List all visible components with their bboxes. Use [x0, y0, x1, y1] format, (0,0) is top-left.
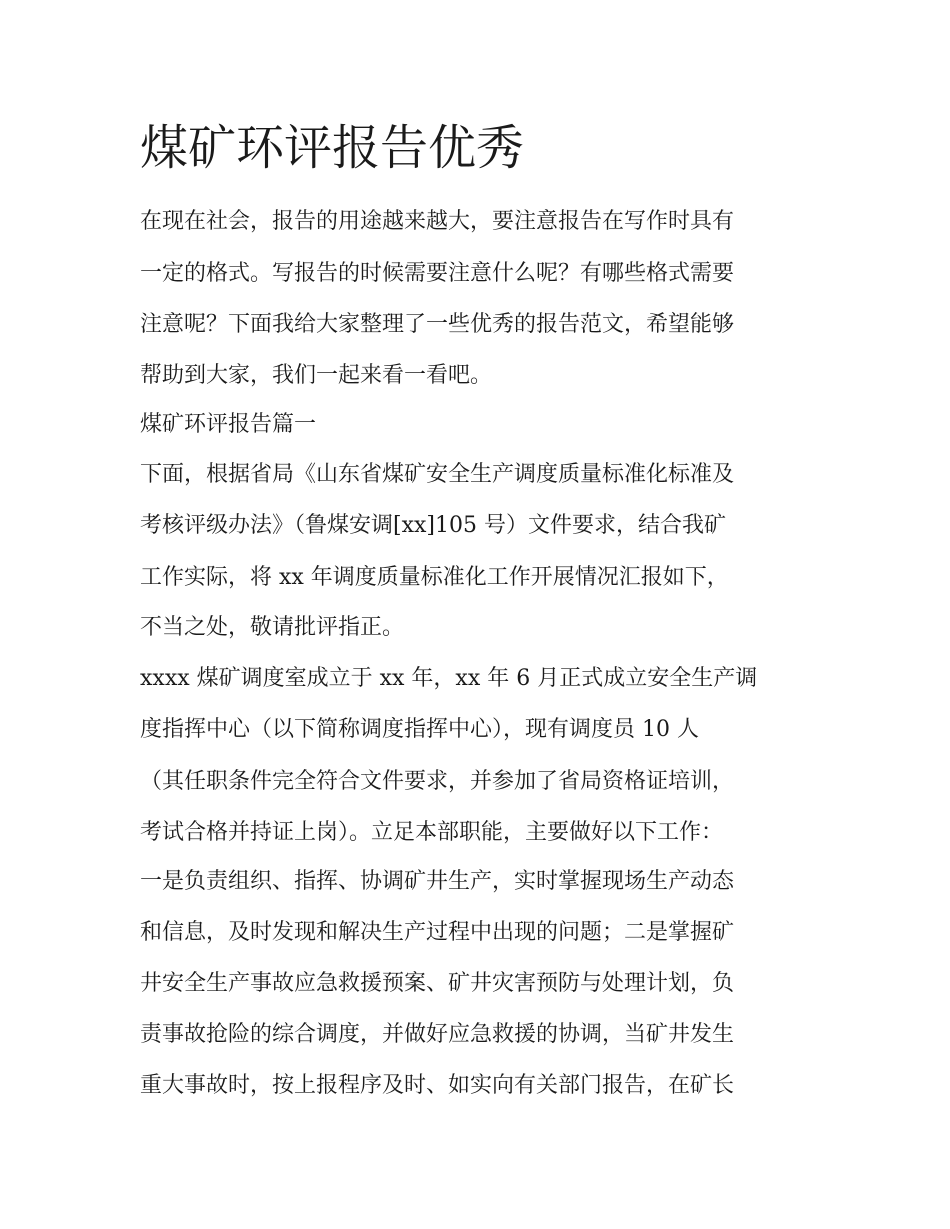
body-line: 一定的格式。写报告的时候需要注意什么呢？有哪些格式需要	[140, 261, 735, 286]
body-line: 重大事故时，按上报程序及时、如实向有关部门报告，在矿长	[140, 1073, 735, 1098]
body-line: 在现在社会，报告的用途越来越大，要注意报告在写作时具有	[140, 209, 735, 234]
body-line: 考核评级办法》（鲁煤安调[xx]105 号）文件要求，结合我矿	[140, 513, 726, 538]
body-line: 工作实际，将 xx 年调度质量标准化工作开展情况汇报如下，	[140, 565, 729, 590]
body-line: 注意呢？下面我给大家整理了一些优秀的报告范文，希望能够	[140, 312, 735, 337]
body-line: 度指挥中心（以下简称调度指挥中心），现有调度员 10 人	[140, 717, 699, 742]
body-line: 不当之处，敬请批评指正。	[140, 615, 405, 640]
body-line: 责事故抢险的综合调度，并做好应急救援的协调，当矿井发生	[140, 1022, 735, 1047]
document-title: 煤矿环评报告优秀	[140, 120, 525, 176]
section-heading: 煤矿环评报告篇一	[140, 412, 317, 437]
body-line: （其任职条件完全符合文件要求，并参加了省局资格证培训，	[140, 769, 735, 794]
body-line: xxxx 煤矿调度室成立于 xx 年，xx 年 6 月正式成立安全生产调	[140, 666, 758, 691]
body-line: 一是负责组织、指挥、协调矿井生产，实时掌握现场生产动态	[140, 869, 735, 894]
body-line: 和信息，及时发现和解决生产过程中出现的问题；二是掌握矿	[140, 920, 735, 945]
body-line: 井安全生产事故应急救援预案、矿井灾害预防与处理计划，负	[140, 971, 735, 996]
body-line: 下面，根据省局《山东省煤矿安全生产调度质量标准化标准及	[140, 462, 735, 487]
body-line: 帮助到大家，我们一起来看一看吧。	[140, 363, 493, 388]
body-line: 考试合格并持证上岗）。立足本部职能，主要做好以下工作：	[140, 820, 724, 845]
